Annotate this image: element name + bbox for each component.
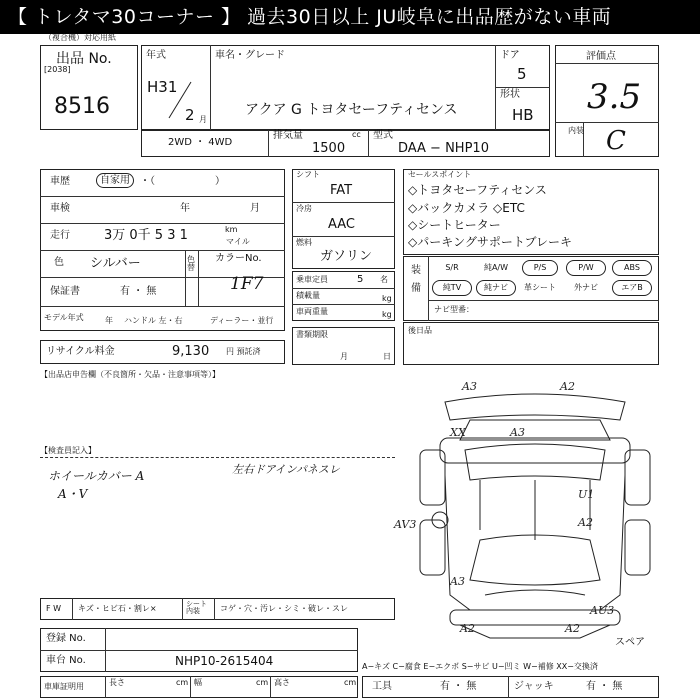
color-label: 色 [54, 257, 64, 268]
damage-legend: A−キズ C−腐食 E−エクボ S−サビ U−凹ミ W−補修 XX−交換済 [362, 662, 598, 671]
type-code-label: 型式 [373, 130, 393, 141]
model-year-label: モデル年式 [44, 313, 84, 322]
model-year-dealer: ディーラー・並行 [210, 316, 274, 325]
model-year-handle: ハンドル 左・右 [124, 316, 183, 325]
score-label: 評価点 [586, 51, 616, 62]
inspector-label: 【検査員記入】 [40, 446, 96, 455]
damage-mark: A3 [450, 575, 465, 588]
equip-ps: P/S [522, 260, 558, 276]
drive-value: 2WD ・ 4WD [168, 137, 233, 148]
equip-sr: S/R [445, 263, 459, 272]
mileage-label: 走行 [50, 230, 70, 241]
damage-mark: A2 [560, 380, 575, 393]
body-type-value: HB [512, 106, 534, 124]
model-year-year: 年 [105, 316, 113, 325]
fuel-label: 燃料 [296, 238, 312, 247]
cert-unit-2: cm [256, 678, 269, 687]
model-value: アクア G トヨタセーフティセンス [245, 102, 458, 118]
damage-mark: U1 [578, 488, 595, 501]
sales-point-1: ◇トヨタセーフティセンス [408, 183, 547, 197]
color-change-label: 色替 [187, 255, 195, 272]
aircon-label: 冷房 [296, 204, 312, 213]
history-rest: ・（ ） [140, 176, 225, 187]
history-label: 車歴 [50, 176, 70, 187]
inspection-label: 車検 [50, 203, 70, 214]
interior-label: 内装 [568, 126, 584, 135]
capacity-value: 5 [357, 274, 364, 285]
navi-model: ナビ型番： [434, 305, 474, 314]
equip-leather: 革シート [524, 283, 556, 292]
interior-value: C [606, 126, 626, 156]
history-value: 自家用 [96, 176, 134, 186]
sales-point-2: ◇バックカメラ ◇ETC [408, 201, 525, 215]
damage-mark: A3 [462, 380, 477, 393]
capacity-unit: 名 [380, 275, 388, 284]
cert-length: 長さ [109, 678, 125, 687]
lot-label: 出品 No. [56, 51, 112, 67]
doc-deadline-day: 日 [383, 352, 391, 361]
weight-label: 車両重量 [296, 307, 328, 316]
warranty-value: 有 ・ 無 [120, 286, 157, 297]
recycle-label: リサイクル料金 [46, 346, 115, 357]
recycle-unit: 円 預託済 [226, 347, 261, 356]
tools-label: 工具 [372, 681, 392, 692]
year-label: 年式 [146, 50, 166, 61]
type-code-value: DAA − NHP10 [398, 141, 489, 156]
lot-code: [2038] [44, 65, 71, 74]
sales-point-4: ◇パーキングサポートブレーキ [408, 235, 573, 249]
damage-mark: XX [450, 426, 466, 439]
jack-label: ジャッキ [514, 681, 554, 692]
displacement-label: 排気量 [273, 130, 303, 141]
fuel-value: ガソリン [320, 249, 373, 264]
damage-mark: AV3 [394, 518, 417, 531]
spare-label: スペア [615, 637, 645, 648]
warranty-label: 保証書 [50, 286, 80, 297]
equip-pw: P/W [566, 260, 606, 276]
inspector-note-3: 左右ドアインパネスレ [232, 463, 340, 476]
load-label: 積載量 [296, 291, 320, 300]
chassis-label: 車台 No. [46, 655, 86, 666]
color-value: シルバー [90, 256, 141, 271]
equipment-label: 装備 [411, 265, 421, 294]
fw-scratch: キズ・ヒビ石・割レ× [78, 604, 157, 613]
doc-deadline-label: 書類期限 [296, 330, 328, 339]
sales-point-3: ◇シートヒーター [408, 218, 501, 232]
mileage-value: 3万 0千 5 3 1 [104, 228, 188, 243]
damage-mark: A2 [565, 622, 580, 635]
model-label: 車名・グレード [215, 50, 285, 61]
inspection-month: 月 [250, 203, 260, 214]
aircon-value: AAC [328, 217, 355, 232]
capacity-label: 乗車定員 [296, 275, 328, 284]
year-month: 2 [185, 106, 195, 124]
car-damage-diagram [394, 380, 660, 650]
cert-unit-3: cm [344, 678, 357, 687]
score-value: 3.5 [587, 77, 642, 117]
equip-tv: 純TV [432, 280, 472, 296]
header-banner: 【 トレタマ30コーナー 】 過去30日以上 JU岐阜に出品歴がない車両 [0, 0, 700, 34]
doors-value: 5 [517, 65, 527, 83]
after-date-box [403, 322, 659, 365]
year-era: H31 [147, 78, 178, 96]
year-slash [165, 80, 195, 120]
damage-mark: A2 [460, 622, 475, 635]
mileage-unit-mile: マイル [226, 237, 250, 246]
seller-report-label: 【出品店申告欄（不良箇所・欠品・注意事項等）】 [40, 370, 220, 379]
cert-unit-1: cm [176, 678, 189, 687]
equip-airbag: エアB [612, 280, 652, 296]
seat-label: シート内装 [186, 600, 207, 615]
displacement-value: 1500 [312, 141, 346, 156]
lot-number: 8516 [54, 94, 110, 119]
equip-abs: ABS [612, 260, 652, 276]
inspector-note-2: A・V [58, 487, 88, 501]
shift-label: シフト [296, 170, 320, 179]
reg-label: 登録 No. [46, 633, 86, 644]
cert-label: 車庫証明用 [44, 682, 84, 691]
tools-value: 有 ・ 無 [440, 681, 477, 692]
load-unit: kg [382, 294, 392, 303]
equip-ext-navi: 外ナビ [574, 283, 598, 292]
year-month-unit: 月 [199, 115, 207, 124]
color-no: 1F7 [230, 274, 264, 294]
mileage-unit-km: km [225, 225, 238, 234]
shift-value: FAT [330, 183, 353, 198]
after-date-label: 後日品 [408, 326, 432, 335]
body-type-label: 形状 [500, 89, 520, 100]
damage-mark: A3 [510, 426, 525, 439]
color-no-label: カラーNo. [215, 253, 262, 264]
fw-label: F W [46, 604, 62, 613]
damage-mark: AU3 [590, 604, 615, 617]
jack-value: 有 ・ 無 [586, 681, 623, 692]
damage-mark: A2 [578, 516, 593, 529]
chassis-value: NHP10-2615404 [175, 654, 274, 668]
cert-width: 幅 [194, 678, 202, 687]
doors-label: ドア [500, 50, 520, 61]
sales-points-label: セールスポイント [408, 170, 472, 179]
equip-navi: 純ナビ [476, 280, 516, 296]
inspection-year: 年 [180, 203, 190, 214]
doc-deadline-month: 月 [340, 352, 348, 361]
displacement-unit: cc [352, 130, 361, 139]
cert-height: 高さ [274, 678, 290, 687]
inspector-note-1: ホイールカバー A [48, 469, 145, 483]
equip-alloy: 純A/W [483, 263, 509, 272]
recycle-value: 9,130 [172, 344, 210, 359]
form-note: （複合機）対応用紙 [44, 33, 116, 42]
seat-items: コゲ・穴・汚レ・シミ・破レ・スレ [220, 604, 348, 613]
weight-unit: kg [382, 310, 392, 319]
